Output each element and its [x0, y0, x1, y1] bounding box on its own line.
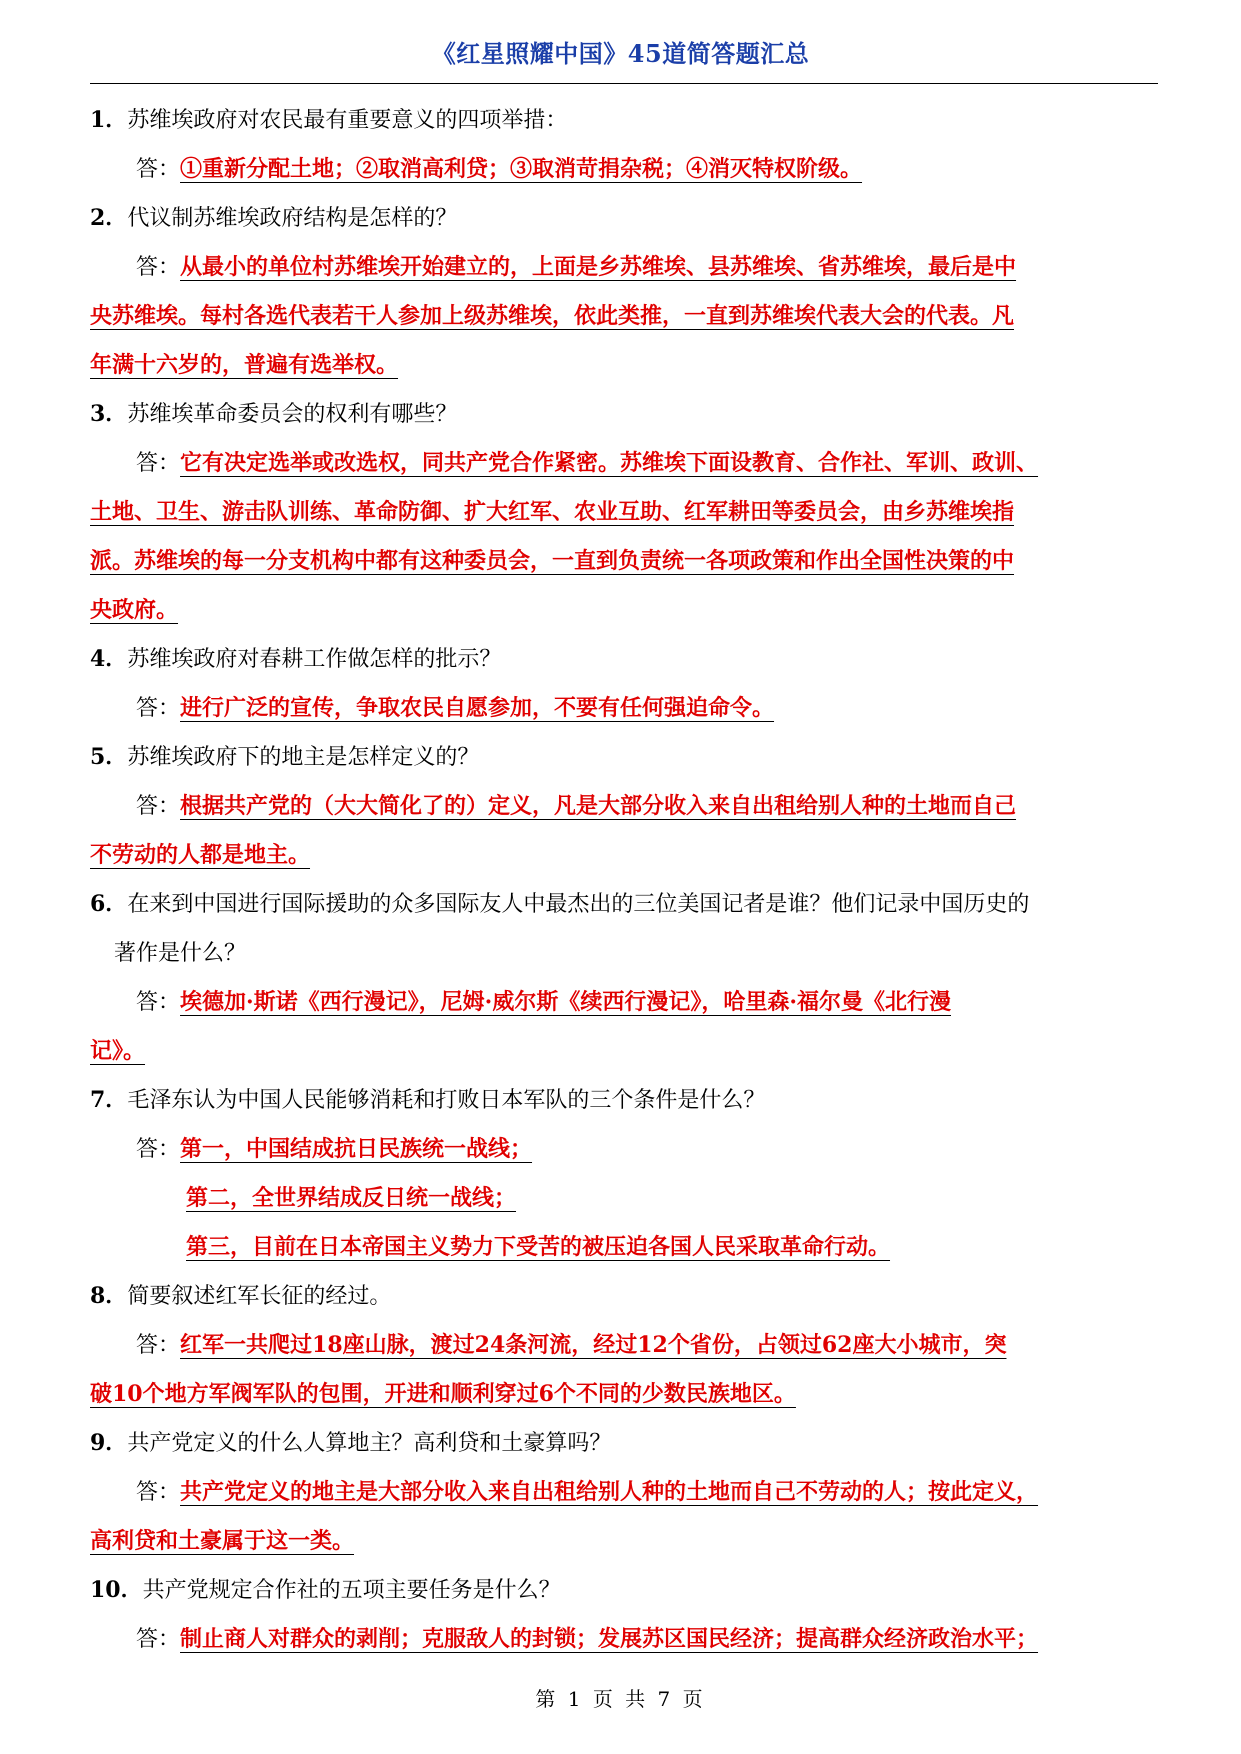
answer-7-line-2 [90, 1174, 1158, 1223]
question-number: 9． [90, 1430, 128, 1456]
question-text: 苏维埃政府对农民最有重要意义的四项举措： [127, 108, 568, 133]
answer-label: 答： [136, 696, 181, 721]
question-number: 5． [90, 744, 128, 770]
question-number: 6． [90, 891, 128, 917]
answer-2 [90, 243, 1158, 292]
page-number: 第 1 页 共 7 页 [535, 1687, 706, 1711]
question-number: 8． [90, 1283, 128, 1309]
answer-text: 记》。 [90, 1038, 146, 1064]
answer-4 [90, 684, 1158, 733]
question-number: 2． [90, 205, 128, 231]
answer-text: 红军一共爬过18座山脉，渡过24条河流，经过12个省份，占领过62座大小城市，突 [180, 1332, 1007, 1358]
question-text: 苏维埃革命委员会的权利有哪些？ [127, 402, 458, 427]
answer-9-line-2 [90, 1517, 1158, 1566]
answer-text: 共产党定义的地主是大部分收入来自出租给别人种的土地而自己不劳动的人；按此定义， [180, 1479, 1039, 1505]
question-text: 代议制苏维埃政府结构是怎样的？ [127, 206, 458, 231]
answer-6-line-2 [90, 1027, 1158, 1076]
question-3 [90, 390, 1158, 439]
question-6-line-2 [90, 929, 1158, 978]
answer-text: 从最小的单位村苏维埃开始建立的，上面是乡苏维埃、县苏维埃、省苏维埃，最后是中 [180, 254, 1017, 280]
document-body [90, 96, 1158, 1664]
answer-3 [90, 439, 1158, 488]
header-divider [90, 83, 1158, 84]
answer-5-line-2 [90, 831, 1158, 880]
question-text: 著作是什么？ [114, 941, 247, 966]
question-text: 共产党定义的什么人算地主？高利贷和土豪算吗？ [127, 1431, 612, 1456]
answer-text: 派。苏维埃的每一分支机构中都有这种委员会，一直到负责统一各项政策和作出全国性决策的中 [90, 548, 1015, 574]
question-number: 4． [90, 646, 128, 672]
answer-6 [90, 978, 1158, 1027]
question-text: 简要叙述红军长征的经过。 [127, 1284, 392, 1309]
answer-8-line-2 [90, 1370, 1158, 1419]
answer-2-line-2 [90, 292, 1158, 341]
answer-text: 制止商人对群众的剥削；克服敌人的封锁；发展苏区国民经济；提高群众经济政治水平； [180, 1626, 1039, 1652]
answer-3-line-4 [90, 586, 1158, 635]
question-text: 毛泽东认为中国人民能够消耗和打败日本军队的三个条件是什么？ [127, 1088, 766, 1113]
answer-5 [90, 782, 1158, 831]
answer-text: 央政府。 [90, 597, 179, 623]
question-9 [90, 1419, 1158, 1468]
question-1 [90, 96, 1158, 145]
question-7 [90, 1076, 1158, 1125]
question-6 [90, 880, 1158, 929]
answer-text: 埃德加·斯诺《西行漫记》，尼姆·威尔斯《续西行漫记》，哈里森·福尔曼《北行漫 [180, 989, 951, 1015]
question-5 [90, 733, 1158, 782]
answer-text: 央苏维埃。每村各选代表若干人参加上级苏维埃，依此类推，一直到苏维埃代表大会的代表。凡 [90, 303, 1015, 329]
answer-text: 破10个地方军阀军队的包围，开进和顺利穿过6个不同的少数民族地区。 [90, 1381, 796, 1407]
answer-3-line-2 [90, 488, 1158, 537]
answer-8 [90, 1321, 1158, 1370]
question-number: 1． [90, 107, 128, 133]
answer-label: 答： [136, 1333, 181, 1358]
question-number: 10． [90, 1577, 143, 1603]
answer-label: 答： [136, 794, 181, 819]
answer-label: 答： [136, 1480, 181, 1505]
page-title: 《红星照耀中国》45道简答题汇总 [431, 39, 810, 68]
answer-text: 年满十六岁的，普遍有选举权。 [90, 352, 399, 378]
question-text: 在来到中国进行国际援助的众多国际友人中最杰出的三位美国记者是谁？他们记录中国历史的 [127, 892, 1030, 917]
answer-3-line-3 [90, 537, 1158, 586]
answer-text: 根据共产党的（大大简化了的）定义，凡是大部分收入来自出租给别人种的土地而自己 [180, 793, 1017, 819]
question-4 [90, 635, 1158, 684]
answer-label: 答： [136, 157, 181, 182]
answer-text: 它有决定选举或改选权，同共产党合作紧密。苏维埃下面设教育、合作社、军训、政训、 [180, 450, 1039, 476]
answer-text: 第二，全世界结成反日统一战线； [186, 1185, 517, 1211]
answer-text: 不劳动的人都是地主。 [90, 842, 311, 868]
answer-label: 答： [136, 255, 181, 280]
question-text: 共产党规定合作社的五项主要任务是什么？ [142, 1578, 561, 1603]
answer-label: 答： [136, 1137, 181, 1162]
question-2 [90, 194, 1158, 243]
answer-text: 高利贷和土豪属于这一类。 [90, 1528, 355, 1554]
answer-1 [90, 145, 1158, 194]
question-text: 苏维埃政府下的地主是怎样定义的？ [127, 745, 480, 770]
question-10 [90, 1566, 1158, 1615]
answer-label: 答： [136, 451, 181, 476]
answer-7-line-3 [90, 1223, 1158, 1272]
question-number: 3． [90, 401, 128, 427]
question-number: 7． [90, 1087, 128, 1113]
answer-text: 第三，目前在日本帝国主义势力下受苦的被压迫各国人民采取革命行动。 [186, 1234, 891, 1260]
answer-label: 答： [136, 990, 181, 1015]
answer-10 [90, 1615, 1158, 1664]
answer-9 [90, 1468, 1158, 1517]
answer-text: 土地、卫生、游击队训练、革命防御、扩大红军、农业互助、红军耕田等委员会，由乡苏维埃指 [90, 499, 1015, 525]
answer-text: ①重新分配土地；②取消高利贷；③取消苛捐杂税；④消灭特权阶级。 [180, 156, 863, 182]
question-text: 苏维埃政府对春耕工作做怎样的批示？ [127, 647, 502, 672]
answer-text: 第一，中国结成抗日民族统一战线； [180, 1136, 533, 1162]
answer-2-line-3 [90, 341, 1158, 390]
question-8 [90, 1272, 1158, 1321]
answer-text: 进行广泛的宣传，争取农民自愿参加，不要有任何强迫命令。 [180, 695, 775, 721]
answer-7 [90, 1125, 1158, 1174]
answer-label: 答： [136, 1627, 181, 1652]
